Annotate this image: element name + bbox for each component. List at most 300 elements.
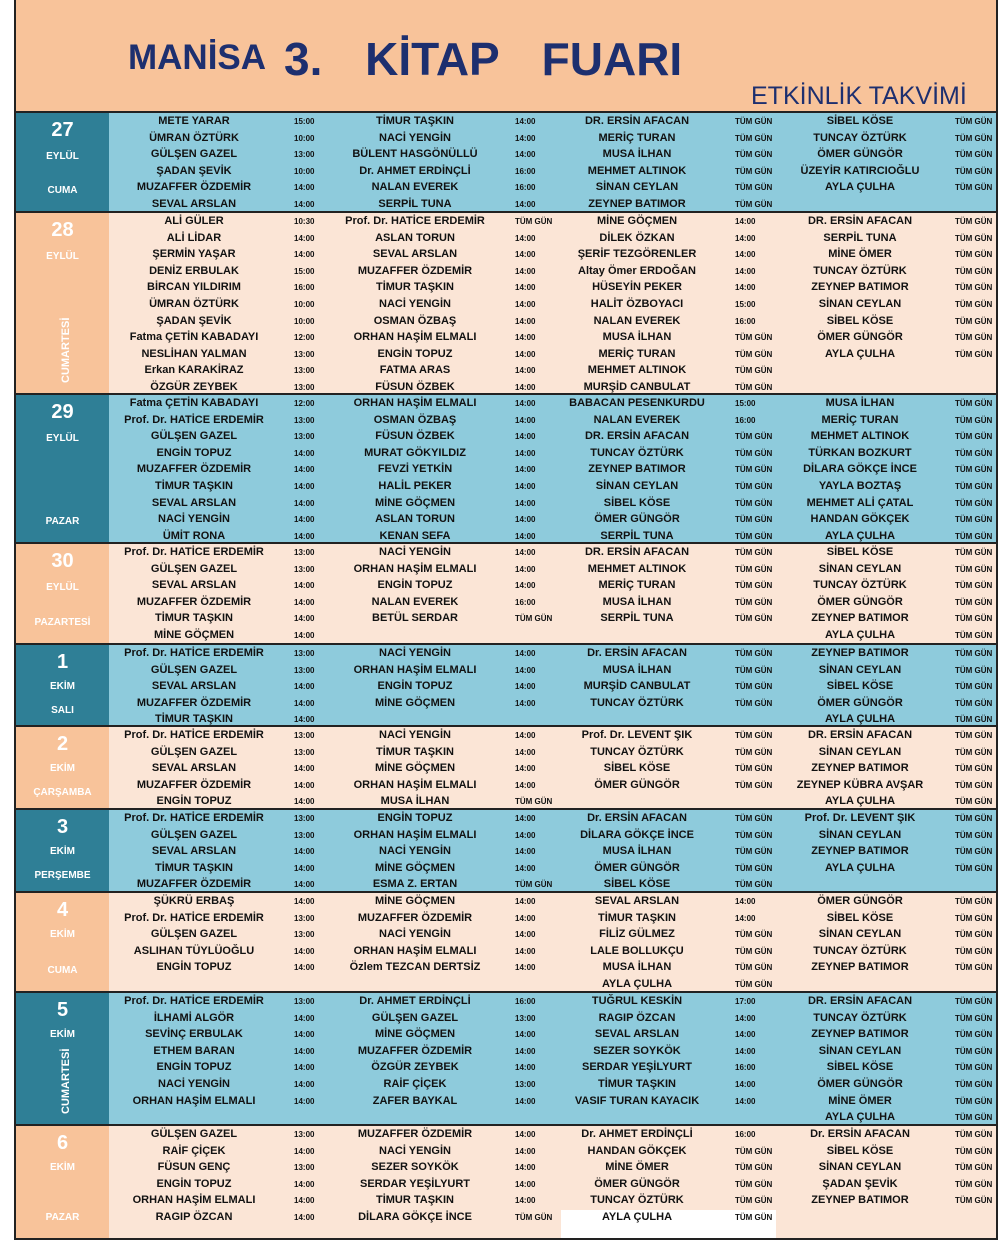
day-month: EKİM — [50, 929, 75, 940]
day-block — [14, 213, 998, 395]
speaker-name: ENGİN TOPUZ — [377, 579, 453, 592]
speaker-name: KENAN SEFA — [379, 529, 451, 542]
speaker-name: FÜSUN GENÇ — [157, 1161, 231, 1174]
speaker-name: NALAN EVEREK — [371, 181, 459, 194]
speaker-name: ZEYNEP BATIMOR — [588, 463, 686, 476]
speaker-name: TUĞRUL KESKİN — [591, 995, 683, 1007]
speaker-name: SEVAL ARSLAN — [594, 1028, 680, 1041]
speaker-name: ORHAN HAŞİM ELMALI — [353, 778, 477, 791]
speaker-name: Dr. ERSİN AFACAN — [587, 647, 687, 659]
speaker-name: MUSA İLHAN — [602, 663, 672, 676]
speaker-name: MUSA İLHAN — [602, 845, 672, 858]
session-time: TÜM GÜN — [955, 814, 993, 823]
session-time: 14:00 — [515, 283, 536, 293]
session-time: 10:00 — [294, 300, 315, 309]
session-time: TÜM GÜN — [955, 847, 993, 857]
session-time: TÜM GÜN — [955, 498, 993, 508]
speaker-name: ŞÜKRÜ ERBAŞ — [153, 895, 235, 907]
speaker-name: Prof. Dr. LEVENT ŞIK — [581, 729, 693, 741]
session-time: 16:00 — [515, 597, 536, 607]
table-row — [109, 1159, 996, 1176]
session-time: TÜM GÜN — [955, 913, 993, 923]
speaker-name: MİNE GÖÇMEN — [374, 496, 456, 509]
session-time: 14:00 — [294, 581, 315, 591]
speaker-name: SİBEL KÖSE — [826, 546, 894, 558]
session-time: TÜM GÜN — [955, 930, 993, 940]
speaker-name: MEHMET ALTINOK — [587, 562, 687, 575]
session-time: TÜM GÜN — [735, 597, 773, 607]
table-row — [109, 678, 996, 695]
speaker-name: SİBEL KÖSE — [826, 314, 894, 327]
table-row — [109, 296, 996, 313]
speaker-name: MUSA İLHAN — [602, 331, 672, 344]
session-time: TÜM GÜN — [955, 283, 993, 293]
session-time: TÜM GÜN — [955, 764, 993, 774]
table-row — [109, 860, 996, 877]
session-time: TÜM GÜN — [515, 1213, 553, 1222]
session-time: 14:00 — [515, 200, 536, 209]
session-time: TÜM GÜN — [735, 830, 773, 840]
session-time: 13:00 — [294, 1130, 315, 1139]
day-block — [14, 113, 998, 213]
table-row — [109, 760, 996, 777]
session-time: 14:00 — [515, 649, 536, 658]
session-time: TÜM GÜN — [515, 880, 553, 890]
speaker-name: SİNAN CEYLAN — [818, 828, 902, 841]
speaker-name: SİBEL KÖSE — [826, 680, 894, 693]
speaker-name: ZEYNEP BATIMOR — [811, 1194, 909, 1207]
speaker-name: VASIF TURAN KAYACIK — [574, 1094, 700, 1107]
session-time: 14:00 — [515, 830, 536, 840]
table-row — [109, 544, 996, 561]
speaker-name: AYLA ÇULHA — [824, 529, 896, 542]
session-time: 14:00 — [515, 847, 536, 857]
speaker-name: GÜLŞEN GAZEL — [150, 1128, 238, 1140]
table-row — [109, 910, 996, 927]
session-time: 13:00 — [294, 349, 315, 359]
speaker-name: SEVAL ARSLAN — [151, 496, 237, 509]
session-time: 14:00 — [294, 963, 315, 973]
session-time: 14:00 — [515, 300, 536, 309]
speaker-name: SEZER SOYKÖK — [371, 1161, 459, 1174]
session-time: 14:00 — [735, 217, 756, 226]
session-time: TÜM GÜN — [735, 863, 773, 873]
session-time: 10:30 — [294, 217, 315, 226]
day-number: 30 — [51, 550, 74, 572]
speaker-name: GÜLŞEN GAZEL — [371, 1011, 459, 1024]
speaker-name: DR. ERSİN AFACAN — [807, 729, 913, 741]
session-time: 14:00 — [294, 200, 315, 209]
speaker-name: TİMUR TAŞKIN — [154, 861, 233, 874]
speaker-name: NACİ YENGİN — [158, 513, 230, 526]
speaker-name: Dr. ERSİN AFACAN — [810, 1128, 910, 1140]
table-row — [109, 213, 996, 230]
session-time: TÜM GÜN — [955, 665, 993, 675]
table-row — [109, 428, 996, 445]
session-time: TÜM GÜN — [955, 682, 993, 692]
session-time: TÜM GÜN — [955, 250, 993, 260]
day-weekday: PAZARTESİ — [34, 617, 91, 628]
speaker-name: ENGİN TOPUZ — [377, 812, 453, 824]
table-row — [109, 1059, 996, 1076]
speaker-name: TİMUR TAŞKIN — [375, 745, 454, 758]
session-time: TÜM GÜN — [955, 698, 993, 708]
session-time: 13:00 — [515, 1013, 536, 1023]
day-month: EKİM — [50, 1162, 75, 1173]
session-time: 14:00 — [294, 1046, 315, 1056]
speaker-name: MUSA İLHAN — [602, 595, 672, 608]
day-weekday: PAZAR — [45, 516, 80, 527]
speaker-name: TİMUR TAŞKIN — [154, 612, 233, 625]
speaker-name: NACİ YENGİN — [379, 928, 451, 941]
session-time: 16:00 — [294, 283, 315, 293]
speaker-name: DİLARA GÖKÇE İNCE — [803, 463, 917, 476]
speaker-name: ZEYNEP BATIMOR — [811, 281, 909, 294]
speaker-name: Prof. Dr. HATİCE ERDEMİR — [124, 911, 264, 924]
session-time: 16:00 — [735, 415, 756, 425]
speaker-name: Dr. AHMET ERDİNÇLİ — [359, 164, 471, 177]
session-time: TÜM GÜN — [735, 764, 773, 774]
session-time: 14:00 — [515, 465, 536, 475]
speaker-name: ŞADAN ŞEVİK — [822, 1177, 898, 1190]
session-time: 13:00 — [294, 747, 315, 757]
speaker-name: MUZAFFER ÖZDEMİR — [357, 264, 473, 277]
session-time: TÜM GÜN — [735, 383, 773, 392]
table-row — [109, 263, 996, 280]
table-row — [109, 346, 996, 363]
session-time: TÜM GÜN — [955, 1046, 993, 1056]
session-time: TÜM GÜN — [515, 614, 553, 624]
session-time: 13:00 — [294, 1163, 315, 1173]
table-row — [109, 577, 996, 594]
speaker-name: GÜLŞEN GAZEL — [150, 148, 238, 161]
day-block — [14, 1126, 998, 1240]
speaker-name: NALAN EVEREK — [593, 413, 681, 426]
table-row — [109, 993, 996, 1010]
speaker-name: ENGİN TOPUZ — [156, 961, 232, 974]
speaker-name: ZEYNEP KÜBRA AVŞAR — [796, 778, 924, 791]
session-time: TÜM GÜN — [735, 1196, 773, 1206]
speaker-name: RAİF ÇİÇEK — [383, 1078, 447, 1090]
table-row — [109, 893, 996, 910]
session-time: 14:00 — [515, 250, 536, 260]
speaker-name: NACİ YENGİN — [379, 1144, 451, 1157]
speaker-name: MERİÇ TURAN — [598, 579, 676, 592]
session-time: 14:00 — [294, 715, 315, 725]
session-time: 14:00 — [294, 1179, 315, 1189]
session-time: TÜM GÜN — [955, 415, 993, 425]
speaker-name: AYLA ÇULHA — [824, 629, 896, 641]
speaker-name: Prof. Dr. HATİCE ERDEMİR — [124, 647, 264, 659]
speaker-name: MUZAFFER ÖZDEMİR — [357, 911, 473, 924]
day-month: EKİM — [50, 1029, 75, 1040]
speaker-name: RAGIP ÖZCAN — [598, 1011, 676, 1024]
session-time: TÜM GÜN — [955, 133, 993, 143]
session-time: 14:00 — [515, 764, 536, 774]
speaker-name: TİMUR TAŞKIN — [597, 911, 676, 924]
table-row — [109, 843, 996, 860]
speaker-name: ZAFER BAYKAL — [372, 1094, 458, 1107]
session-time: 14:00 — [294, 682, 315, 692]
session-time: TÜM GÜN — [955, 731, 993, 740]
day-month: EYLÜL — [46, 582, 79, 593]
session-time: 14:00 — [294, 880, 315, 890]
speaker-name: MEHMET ALTINOK — [810, 430, 910, 443]
speaker-name: NACİ YENGİN — [379, 131, 451, 144]
speaker-name: FÜSUN ÖZBEK — [375, 381, 455, 393]
session-time: TÜM GÜN — [955, 631, 993, 640]
speaker-name: MUSA İLHAN — [825, 397, 895, 409]
session-time: TÜM GÜN — [955, 316, 993, 326]
page-subtitle: ETKİNLİK TAKVİMİ — [751, 82, 967, 110]
table-row — [109, 246, 996, 263]
day-month: EKİM — [50, 846, 75, 857]
day-block — [14, 544, 998, 645]
speaker-name: RAGIP ÖZCAN — [155, 1211, 233, 1223]
session-time: 14:00 — [735, 913, 756, 923]
speaker-name: MİNE GÖÇMEN — [596, 215, 678, 227]
session-time: 14:00 — [294, 946, 315, 956]
session-time: 10:00 — [294, 166, 315, 176]
speaker-name: DR. ERSİN AFACAN — [584, 546, 690, 558]
session-time: TÜM GÜN — [955, 830, 993, 840]
speaker-name: MERİÇ TURAN — [821, 413, 899, 426]
session-time: 14:00 — [294, 465, 315, 475]
speaker-name: NACİ YENGİN — [379, 647, 451, 659]
session-time: TÜM GÜN — [735, 465, 773, 475]
session-time: TÜM GÜN — [955, 897, 993, 906]
session-time: TÜM GÜN — [955, 233, 993, 243]
session-time: TÜM GÜN — [955, 715, 993, 725]
speaker-name: TÜRKAN BOZKURT — [808, 446, 912, 459]
session-time: 10:00 — [294, 133, 315, 143]
speaker-name: SEVAL ARSLAN — [372, 248, 458, 261]
speaker-name: ŞERİF TEZGÖRENLER — [577, 248, 697, 261]
session-time: 14:00 — [735, 1013, 756, 1023]
session-time: 10:00 — [294, 316, 315, 326]
speaker-name: TUNCAY ÖZTÜRK — [590, 446, 684, 459]
session-time: 14:00 — [515, 1063, 536, 1073]
speaker-name: ÖMER GÜNGÖR — [594, 513, 680, 526]
session-time: 14:00 — [294, 797, 315, 807]
session-time: 14:00 — [294, 863, 315, 873]
session-time: TÜM GÜN — [955, 597, 993, 607]
speaker-name: TİMUR TAŞKIN — [597, 1078, 676, 1090]
session-time: 15:00 — [294, 266, 315, 276]
session-time: 14:00 — [515, 432, 536, 442]
session-time: 14:00 — [515, 266, 536, 276]
table-row — [109, 329, 996, 346]
speaker-name: ORHAN HAŞİM ELMALI — [353, 944, 477, 957]
speaker-name: SİNAN CEYLAN — [818, 1044, 902, 1057]
speaker-name: TUNCAY ÖZTÜRK — [813, 944, 907, 957]
speaker-name: SİBEL KÖSE — [826, 911, 894, 924]
session-time: 14:00 — [515, 366, 536, 376]
session-time: 12:00 — [294, 333, 315, 343]
day-weekday: CUMARTESİ — [60, 1048, 72, 1114]
speaker-name: DENİZ ERBULAK — [149, 264, 239, 277]
session-time: 14:00 — [515, 448, 536, 458]
speaker-name: MUZAFFER ÖZDEMİR — [136, 878, 252, 891]
speaker-name: MİNE GÖÇMEN — [153, 629, 235, 641]
day-block — [14, 893, 998, 993]
session-time: TÜM GÜN — [735, 980, 773, 989]
day-weekday: PAZAR — [45, 1212, 80, 1223]
session-time: 14:00 — [294, 897, 315, 906]
session-time: 16:00 — [735, 1063, 756, 1073]
session-time: 14:00 — [515, 531, 536, 541]
speaker-name: Prof. Dr. HATİCE ERDEMİR — [124, 812, 264, 824]
session-time: 14:00 — [515, 515, 536, 525]
session-time: TÜM GÜN — [955, 1063, 993, 1073]
speaker-name: SEVAL ARSLAN — [151, 680, 237, 693]
session-time: TÜM GÜN — [955, 548, 993, 557]
session-time: TÜM GÜN — [735, 432, 773, 442]
speaker-name: LALE BOLLUKÇU — [590, 944, 684, 957]
speaker-name: NACİ YENGİN — [379, 546, 451, 558]
day-weekday: ÇARŞAMBA — [33, 787, 92, 798]
session-time: TÜM GÜN — [955, 797, 993, 807]
speaker-name: SERPİL TUNA — [823, 231, 897, 244]
session-time: TÜM GÜN — [735, 349, 773, 359]
table-row — [109, 1176, 996, 1193]
speaker-name: SİNAN CEYLAN — [818, 562, 902, 575]
speaker-name: ORHAN HAŞİM ELMALI — [132, 1194, 256, 1207]
session-time: 13:00 — [294, 383, 315, 392]
session-time: TÜM GÜN — [955, 614, 993, 624]
session-time: 16:00 — [735, 1130, 756, 1139]
speaker-name: MUZAFFER ÖZDEMİR — [136, 696, 252, 709]
session-time: 14:00 — [294, 614, 315, 624]
speaker-name: ASLAN TORUN — [375, 231, 455, 244]
speaker-name: YAYLA BOZTAŞ — [818, 480, 902, 492]
session-time: 14:00 — [735, 283, 756, 293]
speaker-name: AYLA ÇULHA — [601, 1211, 673, 1223]
speaker-name: NALAN EVEREK — [371, 595, 459, 608]
speaker-name: Fatma ÇETİN KABADAYI — [129, 331, 259, 344]
speaker-name: TUNCAY ÖZTÜRK — [813, 1011, 907, 1024]
speaker-name: ENGİN TOPUZ — [156, 446, 232, 459]
table-row — [109, 313, 996, 330]
speaker-name: TUNCAY ÖZTÜRK — [590, 1194, 684, 1207]
session-time: 14:00 — [294, 250, 315, 260]
table-row — [109, 395, 996, 412]
speaker-name: Prof. Dr. HATİCE ERDEMİR — [124, 413, 264, 426]
session-time: TÜM GÜN — [955, 1013, 993, 1023]
session-time: 14:00 — [515, 682, 536, 692]
session-time: 14:00 — [294, 1080, 315, 1089]
day-weekday: SALI — [51, 705, 74, 716]
session-time: TÜM GÜN — [735, 682, 773, 692]
session-time: 14:00 — [294, 597, 315, 607]
table-row — [109, 777, 996, 794]
table-row — [109, 943, 996, 960]
speaker-name: MEHMET ALTINOK — [587, 164, 687, 177]
session-time: 14:00 — [515, 930, 536, 940]
session-time: 14:00 — [294, 847, 315, 857]
speaker-name: SİNAN CEYLAN — [818, 928, 902, 941]
session-time: TÜM GÜN — [955, 780, 993, 790]
speaker-name: MUZAFFER ÖZDEMİR — [136, 463, 252, 476]
session-time: 14:00 — [515, 415, 536, 425]
speaker-name: ORHAN HAŞİM ELMALI — [132, 1094, 256, 1107]
speaker-name: GÜLŞEN GAZEL — [150, 928, 238, 941]
speaker-name: SİBEL KÖSE — [826, 1061, 894, 1074]
session-time: TÜM GÜN — [735, 366, 773, 376]
speaker-name: BETÜL SERDAR — [372, 612, 458, 625]
session-time: 14:00 — [515, 698, 536, 708]
speaker-name: ÖMER GÜNGÖR — [817, 331, 903, 344]
table-row — [109, 196, 996, 213]
speaker-name: NACİ YENGİN — [379, 298, 451, 310]
session-time: TÜM GÜN — [735, 564, 773, 574]
session-time: 14:00 — [515, 1046, 536, 1056]
session-time: 14:00 — [294, 780, 315, 790]
speaker-name: MİNE GÖÇMEN — [374, 895, 456, 907]
table-row — [109, 594, 996, 611]
session-time: 14:00 — [515, 150, 536, 160]
session-time: TÜM GÜN — [955, 448, 993, 458]
speaker-name: ÜMİT RONA — [162, 529, 226, 542]
day-weekday: CUMA — [47, 185, 78, 196]
session-time: TÜM GÜN — [735, 665, 773, 675]
session-time: 14:00 — [294, 1063, 315, 1073]
table-row — [109, 645, 996, 662]
speaker-name: SİBEL KÖSE — [603, 762, 671, 775]
page-title: 3. KİTAP FUARI — [284, 33, 683, 85]
session-time: TÜM GÜN — [955, 300, 993, 309]
session-time: 14:00 — [515, 1163, 536, 1173]
speaker-name: ÖMER GÜNGÖR — [817, 895, 903, 907]
speaker-name: MUSA İLHAN — [602, 961, 672, 974]
speaker-name: ÖZGÜR ZEYBEK — [150, 381, 238, 393]
speaker-name: Prof. Dr. HATİCE ERDEMİR — [124, 995, 264, 1007]
session-time: 14:00 — [515, 665, 536, 675]
speaker-name: FEVZİ YETKİN — [377, 463, 453, 476]
table-row — [109, 1093, 996, 1110]
session-time: 14:00 — [294, 1030, 315, 1040]
session-time: TÜM GÜN — [735, 515, 773, 525]
speaker-name: GÜLŞEN GAZEL — [150, 745, 238, 758]
speaker-name: BABACAN PESENKURDU — [569, 397, 705, 409]
session-time: TÜM GÜN — [735, 847, 773, 857]
table-row — [109, 695, 996, 712]
speaker-name: Özlem TEZCAN DERTSİZ — [349, 961, 481, 974]
table-row — [109, 362, 996, 379]
day-weekday: CUMARTESİ — [60, 317, 72, 383]
speaker-name: MUZAFFER ÖZDEMİR — [136, 181, 252, 194]
speaker-name: GÜLŞEN GAZEL — [150, 828, 238, 841]
session-time: TÜM GÜN — [735, 614, 773, 624]
session-time: TÜM GÜN — [735, 930, 773, 940]
day-number: 28 — [51, 219, 74, 241]
speaker-name: ESMA Z. ERTAN — [372, 878, 458, 891]
speaker-name: AYLA ÇULHA — [824, 347, 896, 360]
session-time: TÜM GÜN — [955, 333, 993, 343]
speaker-name: ORHAN HAŞİM ELMALI — [353, 331, 477, 344]
table-row — [109, 1026, 996, 1043]
speaker-name: TİMUR TAŞKIN — [375, 281, 454, 294]
speaker-name: ASLAN TORUN — [375, 513, 455, 526]
speaker-name: Prof. Dr. HATİCE ERDEMİR — [124, 546, 264, 558]
speaker-name: SEVİNÇ ERBULAK — [145, 1028, 243, 1041]
speaker-name: SİBEL KÖSE — [603, 496, 671, 509]
session-time: TÜM GÜN — [735, 814, 773, 823]
day-number: 3 — [56, 816, 69, 838]
speaker-name: METE YARAR — [158, 115, 230, 127]
speaker-name: NACİ YENGİN — [158, 1078, 230, 1090]
speaker-name: MİNE ÖMER — [828, 1094, 892, 1107]
